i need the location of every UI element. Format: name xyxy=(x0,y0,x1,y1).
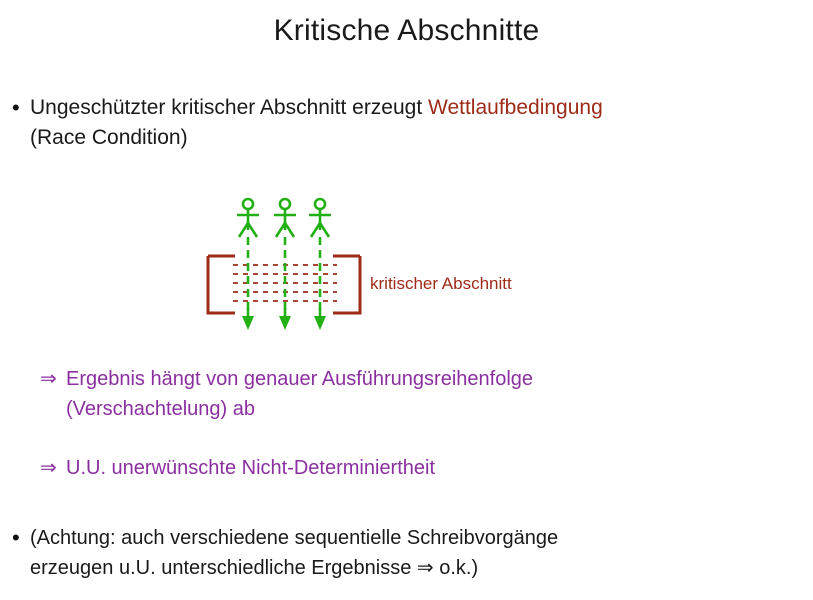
bullet-row xyxy=(8,93,798,153)
bullet-marker-icon: • xyxy=(12,525,20,550)
bullet-marker-icon: • xyxy=(12,95,20,120)
bullet-text-2 xyxy=(30,523,558,583)
consequence-2 xyxy=(40,453,760,483)
bullet-item-1 xyxy=(8,93,798,153)
bullet-row xyxy=(8,523,798,583)
bullet-text-1 xyxy=(30,93,603,153)
highlight-wettlaufbedingung: Wettlaufbedingung xyxy=(428,96,603,119)
consequence-1-line2: (Verschachtelung) ab xyxy=(66,398,256,420)
consequence-1 xyxy=(40,364,760,424)
stick-figure-group-3 xyxy=(309,199,331,237)
double-arrow-icon: ⇒ xyxy=(40,368,57,390)
bullet-text-1-after: (Race Condition) xyxy=(30,126,188,149)
stick-figure-group-2 xyxy=(274,199,296,237)
double-arrow-icon: ⇒ xyxy=(40,457,57,479)
bullet-text-1-before: Ungeschützter kritischer Abschnitt erzeugt xyxy=(30,96,429,119)
bullet-text-2-line1: (Achtung: auch verschiedene sequentielle Schreibvorgänge xyxy=(30,527,559,549)
consequence-2-line1: U.U. unerwünschte Nicht-Determiniertheit xyxy=(66,457,436,479)
stick-figure-group-1 xyxy=(237,199,259,237)
consequence-1-line1: Ergebnis hängt von genauer Ausführungsreihenfolge xyxy=(66,368,534,390)
race-condition-diagram-svg xyxy=(0,190,813,340)
race-condition-figure xyxy=(0,190,813,340)
page-title: Kritische Abschnitte xyxy=(273,14,540,47)
bullet-item-2 xyxy=(8,523,798,583)
figure-label: kritischer Abschnitt xyxy=(370,274,512,293)
bullet-text-2-line2: erzeugen u.U. unterschiedliche Ergebnisse ⇒ o.k.) xyxy=(30,557,479,579)
